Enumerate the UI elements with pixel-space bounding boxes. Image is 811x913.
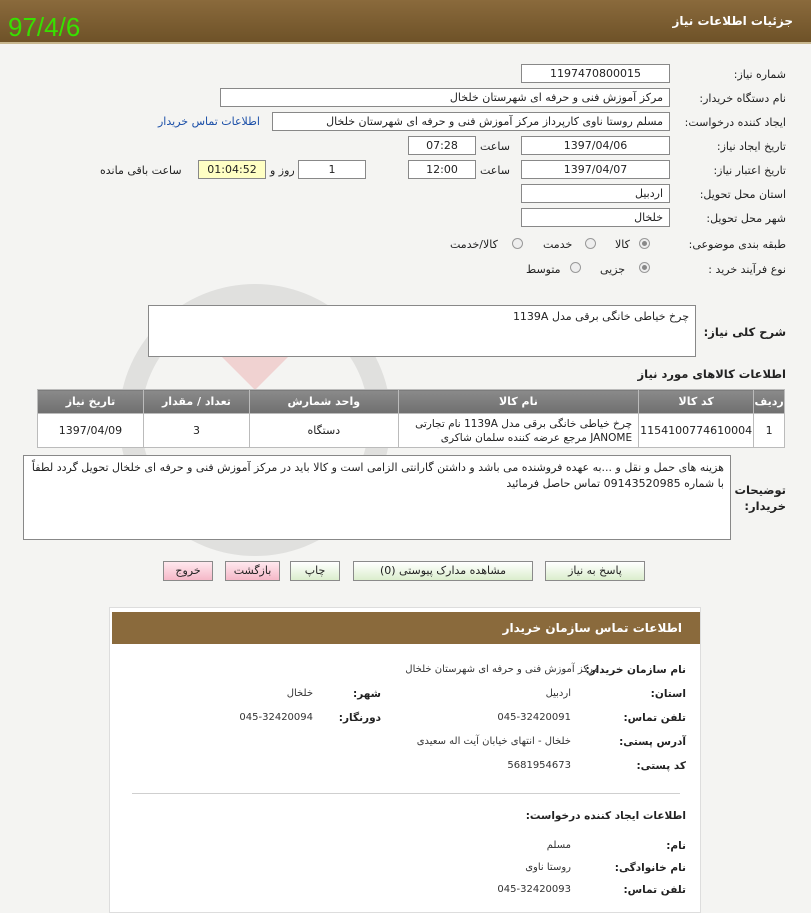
validity-date-label: تاریخ اعتبار نیاز:: [713, 164, 786, 177]
column-header-code: کد کالا: [639, 390, 754, 414]
item-unit: دستگاه: [249, 414, 398, 448]
validity-date-field: 1397/04/07: [521, 160, 670, 179]
back-button[interactable]: بازگشت: [225, 561, 280, 581]
contact-city-label: شهر:: [353, 688, 381, 700]
buyer-org-field: مرکز آموزش فنی و حرفه ای شهرستان خلخال: [220, 88, 670, 107]
column-header-date: تاریخ نیاز: [38, 390, 144, 414]
buyer-notes-text: هزینه های حمل و نقل و ...به عهده فروشنده می باشد و داشتن گارانتی الزامی است و کالا باید در مرکز آموزش فنی و حرفه ای خلخال تحویل گردد لطفاً با شماره 09143520985 تماس حاصل فرمائید: [31, 461, 724, 490]
last-name-value: روستا ناوی: [525, 862, 571, 873]
buyer-contact-link[interactable]: اطلاعات تماس خریدار: [158, 115, 260, 128]
contact-panel-title: اطلاعات تماس سازمان خریدار: [112, 612, 700, 644]
category-option-service: خدمت: [543, 238, 573, 251]
purchase-option-medium: متوسط: [526, 263, 561, 276]
item-qty: 3: [143, 414, 249, 448]
postal-code-label: کد پستی:: [636, 760, 686, 772]
province-field: اردبیل: [521, 184, 670, 203]
item-name: چرخ خیاطی خانگی برقی مدل 1139A نام تجارتی JANOME مرجع عرضه کننده سلمان شاکری: [398, 414, 638, 448]
creator-label: ایجاد کننده درخواست:: [684, 116, 786, 129]
category-radio-service[interactable]: [585, 238, 596, 249]
fax-label: دورنگار:: [338, 712, 381, 724]
exit-button[interactable]: خروج: [163, 561, 213, 581]
created-time-label: ساعت: [480, 140, 510, 153]
need-number-label: شماره نیاز:: [733, 68, 786, 81]
validity-time-field: 12:00: [408, 160, 476, 179]
category-option-both: کالا/خدمت: [450, 238, 498, 251]
org-label: نام سازمان خریدار:: [585, 664, 686, 676]
item-date: 1397/04/09: [38, 414, 144, 448]
summary-text: چرخ خیاطی خانگی برقی مدل 1139A: [512, 310, 689, 323]
reply-button[interactable]: پاسخ به نیاز: [545, 561, 645, 581]
days-remaining-field: 1: [298, 160, 366, 179]
items-table: [37, 389, 785, 448]
days-label: روز و: [270, 164, 295, 177]
purchase-radio-minor[interactable]: [639, 262, 650, 273]
page-title: جزئیات اطلاعات نیاز: [672, 14, 793, 28]
contact-province-value: اردبیل: [545, 688, 571, 699]
contact-province-label: استان:: [650, 688, 686, 700]
category-option-goods: کالا: [615, 238, 630, 251]
address-value: خلخال - انتهای خیابان آیت اله سعیدی: [416, 736, 571, 747]
table-row: [38, 414, 785, 448]
column-header-row: ردیف: [754, 390, 785, 414]
summary-box: [148, 305, 696, 357]
buyer-notes-box: [23, 455, 731, 540]
column-header-qty: تعداد / مقدار: [143, 390, 249, 414]
need-number-field: 1197470800015: [521, 64, 670, 83]
postal-code-value: 5681954673: [507, 760, 571, 771]
column-header-unit: واحد شمارش: [249, 390, 398, 414]
created-date-label: تاریخ ایجاد نیاز:: [716, 140, 786, 153]
org-value: مرکز آموزش فنی و حرفه ای شهرستان خلخال: [405, 664, 599, 675]
items-section-title: اطلاعات کالاهای مورد نیاز: [637, 367, 786, 381]
contact-city-value: خلخال: [286, 688, 313, 699]
address-label: آدرس پستی:: [619, 736, 686, 748]
city-label: شهر محل تحویل:: [706, 212, 786, 225]
item-code: 1154100774610004: [639, 414, 754, 448]
contact-phone-label: تلفن تماس:: [623, 712, 686, 724]
print-button[interactable]: چاپ: [290, 561, 340, 581]
category-label: طبقه بندی موضوعی:: [688, 238, 786, 251]
column-header-name: نام کالا: [398, 390, 638, 414]
first-name-value: مسلم: [546, 840, 571, 851]
city-field: خلخال: [521, 208, 670, 227]
last-name-label: نام خانوادگی:: [614, 862, 686, 874]
buyer-contact-panel: [109, 607, 701, 913]
creator-phone-value: 045-32420093: [497, 884, 571, 895]
fax-value: 045-32420094: [239, 712, 313, 723]
purchase-type-label: نوع فرآیند خرید :: [708, 263, 786, 276]
buyer-notes-label: توضیحات خریدار:: [734, 483, 786, 513]
created-date-field: 1397/04/06: [521, 136, 670, 155]
row-number: 1: [754, 414, 785, 448]
creator-phone-label: تلفن تماس:: [623, 884, 686, 896]
purchase-option-minor: جزیی: [600, 263, 626, 276]
province-label: استان محل تحویل:: [699, 188, 786, 201]
remaining-time-label: ساعت باقی مانده: [100, 164, 182, 177]
first-name-label: نام:: [666, 840, 686, 852]
summary-label: شرح کلی نیاز:: [703, 325, 786, 339]
purchase-radio-medium[interactable]: [570, 262, 581, 273]
buyer-org-label: نام دستگاه خریدار:: [699, 92, 786, 105]
creator-section-title: اطلاعات ایجاد کننده درخواست:: [525, 810, 686, 822]
created-time-field: 07:28: [408, 136, 476, 155]
view-attachments-button[interactable]: مشاهده مدارک پیوستی (0): [353, 561, 533, 581]
remaining-time-field: 01:04:52: [198, 160, 266, 179]
divider: [132, 793, 680, 794]
creator-field: مسلم روستا ناوی کارپرداز مرکز آموزش فنی و حرفه ای شهرستان خلخال: [272, 112, 670, 131]
category-radio-both[interactable]: [512, 238, 523, 249]
items-table-header: [38, 390, 785, 414]
category-radio-goods[interactable]: [639, 238, 650, 249]
contact-phone-value: 045-32420091: [497, 712, 571, 723]
date-stamp: 97/4/6: [8, 12, 81, 42]
validity-time-label: ساعت: [480, 164, 510, 177]
